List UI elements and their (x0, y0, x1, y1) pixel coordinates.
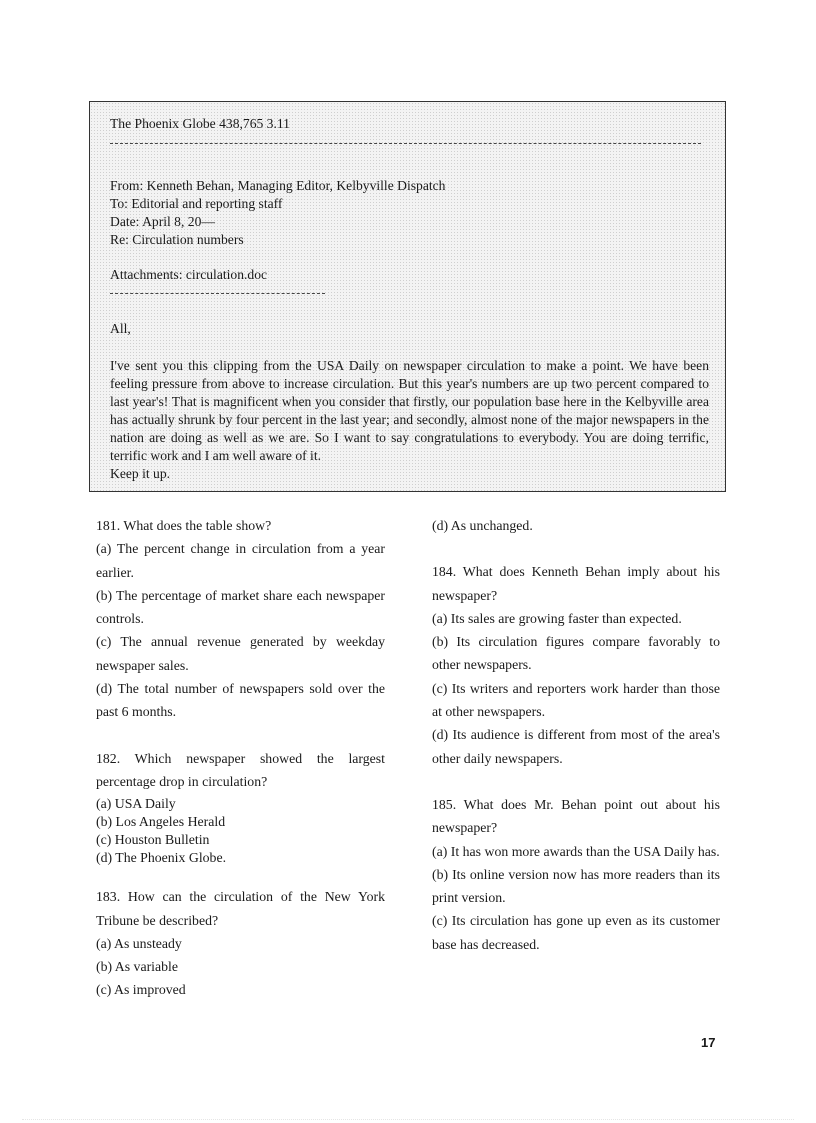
q182-options (96, 795, 385, 867)
question-184: 184. What does Kenneth Behan imply about his newspaper? (432, 564, 720, 603)
q182-option-a: (a) USA Daily (96, 796, 176, 812)
memo-divider-bottom (110, 293, 325, 294)
footer-divider (22, 1119, 794, 1120)
q183-option-c: (c) As improved (96, 982, 186, 998)
q182-option-d: (d) The Phoenix Globe. (96, 850, 227, 866)
question-181: 181. What does the table show? (96, 518, 272, 533)
q184-option-a: (a) Its sales are growing faster than expected. (432, 610, 682, 626)
q185-option-b: (b) Its online version now has more readers than its print version. (432, 866, 720, 906)
memo-body (110, 357, 709, 483)
q183-option-b: (b) As variable (96, 959, 178, 975)
memo-from: From: Kenneth Behan, Managing Editor, Kelbyville Dispatch (110, 178, 446, 193)
q184-option-d: (d) Its audience is different from most of the area's other daily newspapers. (432, 727, 720, 766)
memo-to: To: Editorial and reporting staff (110, 196, 283, 211)
question-182: 182. Which newspaper showed the largest percentage drop in circulation? (96, 750, 385, 789)
questions-left-column (96, 514, 385, 1002)
q184-option-b: (b) Its circulation figures compare favorably to other newspapers. (432, 634, 720, 673)
question-183: 183. How can the circulation of the New York Tribune be described? (96, 889, 385, 928)
q183-option-a: (a) As unsteady (96, 935, 182, 951)
memo-header: The Phoenix Globe 438,765 3.11 (110, 116, 290, 131)
q185-option-a: (a) It has won more awards than the USA Daily has. (432, 843, 720, 859)
memo-closing: Keep it up. (110, 466, 171, 481)
memo-subject: Re: Circulation numbers (110, 232, 244, 247)
q185-option-c: (c) Its circulation has gone up even as its customer base has decreased. (432, 913, 720, 952)
q184-option-c: (c) Its writers and reporters work harder than those at other newspapers. (432, 680, 720, 720)
page-number: 17 (701, 1035, 716, 1050)
q183-option-d: (d) As unchanged. (432, 518, 533, 533)
memo-body-text: I've sent you this clipping from the USA Daily on newspaper circulation to make a point. We have been feeling pressure from above to increase circulation. But this year's numbers are up two percent compared to last year's! That is magnificent when you consider that firstly, our population base here in the Kelbyville area has actually shrunk by four percent in the last year; and secondly, almost none of the major newspapers in the nation are doing as well as we are. So I want to say congratulations to everybody. You are doing terrific, terrific work and I am well aware of it. (110, 358, 709, 463)
memo-date: Date: April 8, 20— (110, 214, 215, 229)
q182-option-b: (b) Los Angeles Herald (96, 814, 226, 830)
memo-attachments: Attachments: circulation.doc (110, 267, 268, 282)
q181-option-d: (d) The total number of newspapers sold over the past 6 months. (96, 681, 385, 720)
q182-option-c: (c) Houston Bulletin (96, 832, 210, 848)
question-185: 185. What does Mr. Behan point out about his newspaper? (432, 796, 720, 836)
questions-right-column (432, 514, 720, 956)
memo-divider-top (110, 143, 701, 144)
q181-option-a: (a) The percent change in circulation from a year earlier. (96, 541, 385, 580)
q181-option-b: (b) The percentage of market share each newspaper controls. (96, 587, 385, 627)
memo-salutation: All, (110, 321, 131, 336)
q181-option-c: (c) The annual revenue generated by weekday newspaper sales. (96, 634, 385, 673)
